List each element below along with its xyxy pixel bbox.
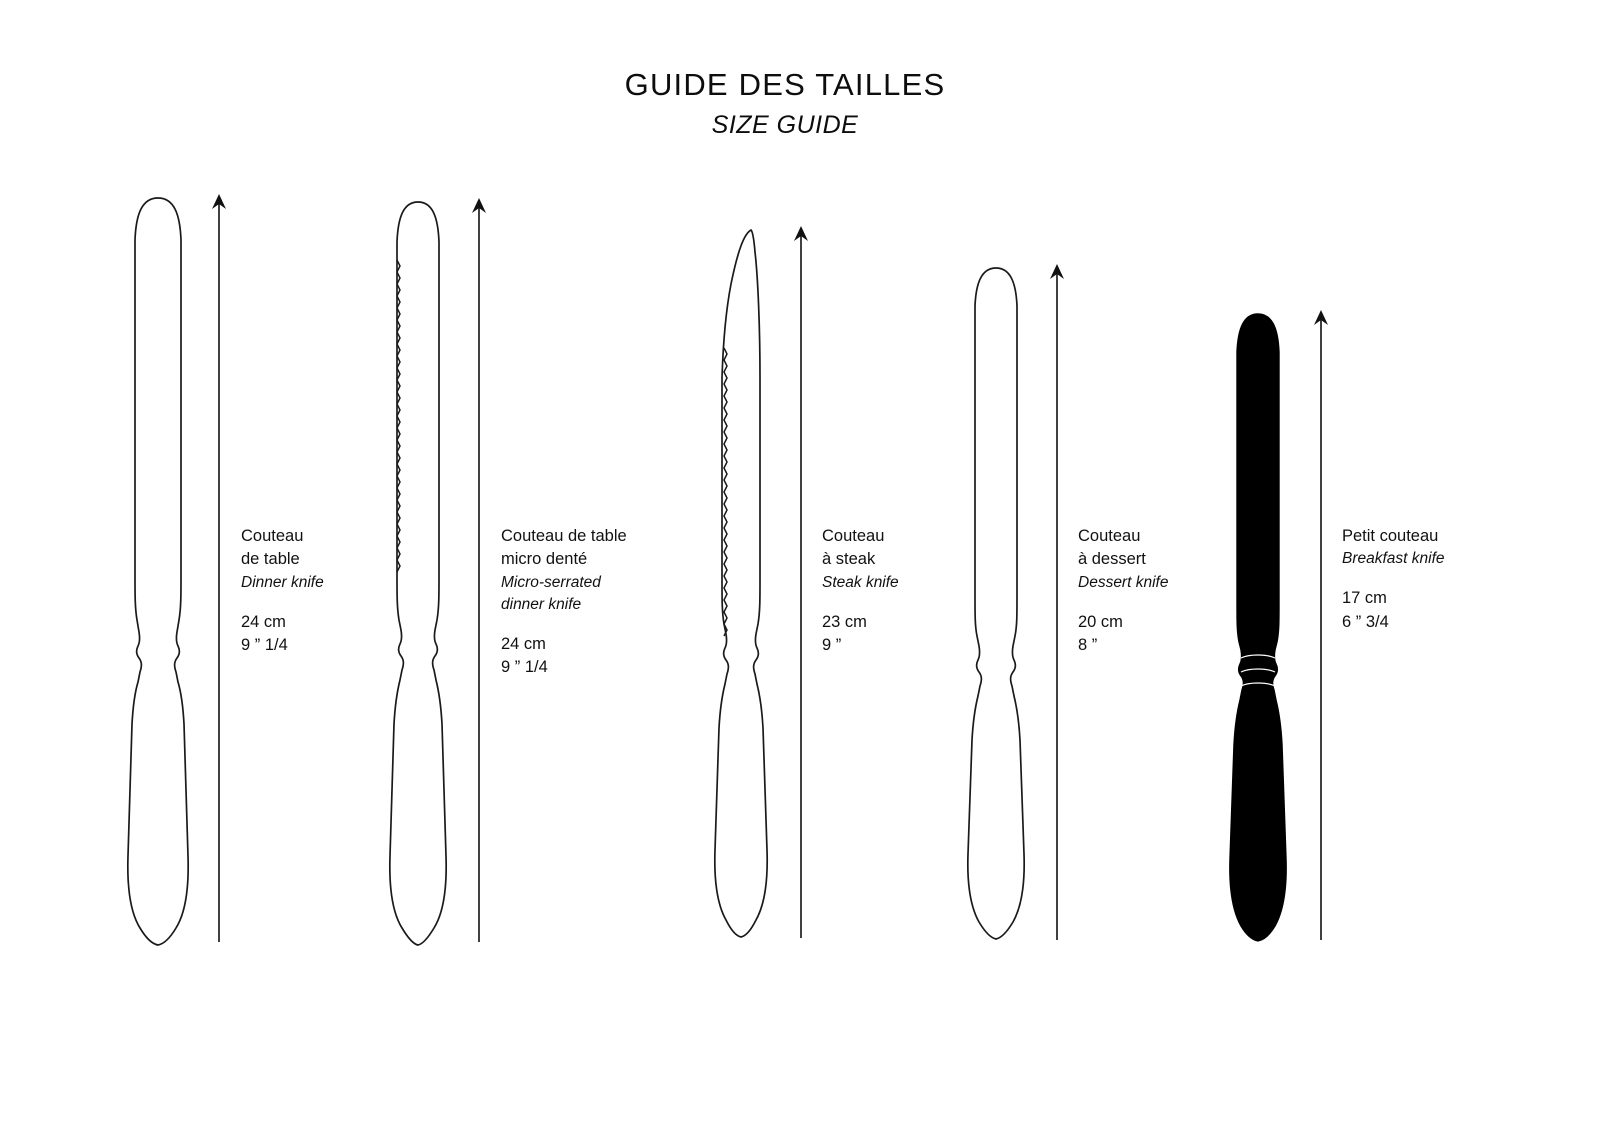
- label-size-in: 9 ” 1/4: [501, 658, 548, 677]
- knife-illustration-dinner-knife: [118, 196, 198, 948]
- label-size-cm: 20 cm: [1078, 612, 1123, 631]
- label-fr-line1: Petit couteau: [1342, 527, 1439, 545]
- label-breakfast-knife: [1342, 525, 1445, 634]
- label-fr-line2: à dessert: [1078, 550, 1146, 569]
- label-en-line1: Micro-serrated: [501, 573, 601, 591]
- label-dinner-knife: [241, 525, 324, 658]
- label-fr-line1: Couteau: [1078, 527, 1141, 545]
- label-size-in: 8 ”: [1078, 636, 1098, 655]
- dimension-arrow-steak-knife: [790, 224, 812, 940]
- label-size-in: 9 ” 1/4: [241, 636, 288, 655]
- label-fr-line1: Couteau: [241, 527, 304, 545]
- label-steak-knife: [822, 525, 899, 658]
- title-french: GUIDE DES TAILLES: [624, 67, 946, 102]
- knife-illustration-steak-knife: [700, 228, 780, 940]
- dimension-arrow-breakfast-knife: [1310, 308, 1332, 942]
- label-en: Dessert knife: [1078, 573, 1169, 591]
- knife-illustration-dessert-knife: [958, 266, 1034, 942]
- label-fr-line1: Couteau de table: [501, 527, 627, 545]
- label-size-in: 9 ”: [822, 636, 842, 655]
- label-dessert-knife: [1078, 525, 1168, 658]
- label-size-cm: 17 cm: [1342, 589, 1387, 608]
- label-fr-line2: à steak: [822, 550, 876, 569]
- label-en-line2: dinner knife: [501, 595, 582, 613]
- knife-illustration-micro-serrated-dinner-knife: [378, 200, 458, 948]
- page-title: [0, 68, 1570, 140]
- title-english: SIZE GUIDE: [711, 111, 859, 140]
- dimension-arrow-micro-serrated-dinner-knife: [468, 196, 490, 944]
- label-en: Steak knife: [822, 573, 899, 591]
- serration-marks: [724, 348, 727, 636]
- label-size-in: 6 ” 3/4: [1342, 612, 1389, 631]
- label-size-cm: 24 cm: [241, 612, 286, 631]
- label-micro-serrated-dinner-knife: [501, 525, 627, 680]
- label-size-cm: 23 cm: [822, 612, 867, 631]
- label-fr-line2: de table: [241, 550, 300, 569]
- dimension-arrow-dinner-knife: [208, 192, 230, 944]
- serration-marks: [397, 260, 400, 572]
- label-fr-line2: micro denté: [501, 550, 588, 569]
- dimension-arrow-dessert-knife: [1046, 262, 1068, 942]
- knife-illustration-breakfast-knife: [1222, 312, 1298, 942]
- label-fr-line1: Couteau: [822, 527, 885, 545]
- label-size-cm: 24 cm: [501, 634, 546, 653]
- label-en: Breakfast knife: [1342, 550, 1445, 568]
- label-en: Dinner knife: [241, 573, 324, 591]
